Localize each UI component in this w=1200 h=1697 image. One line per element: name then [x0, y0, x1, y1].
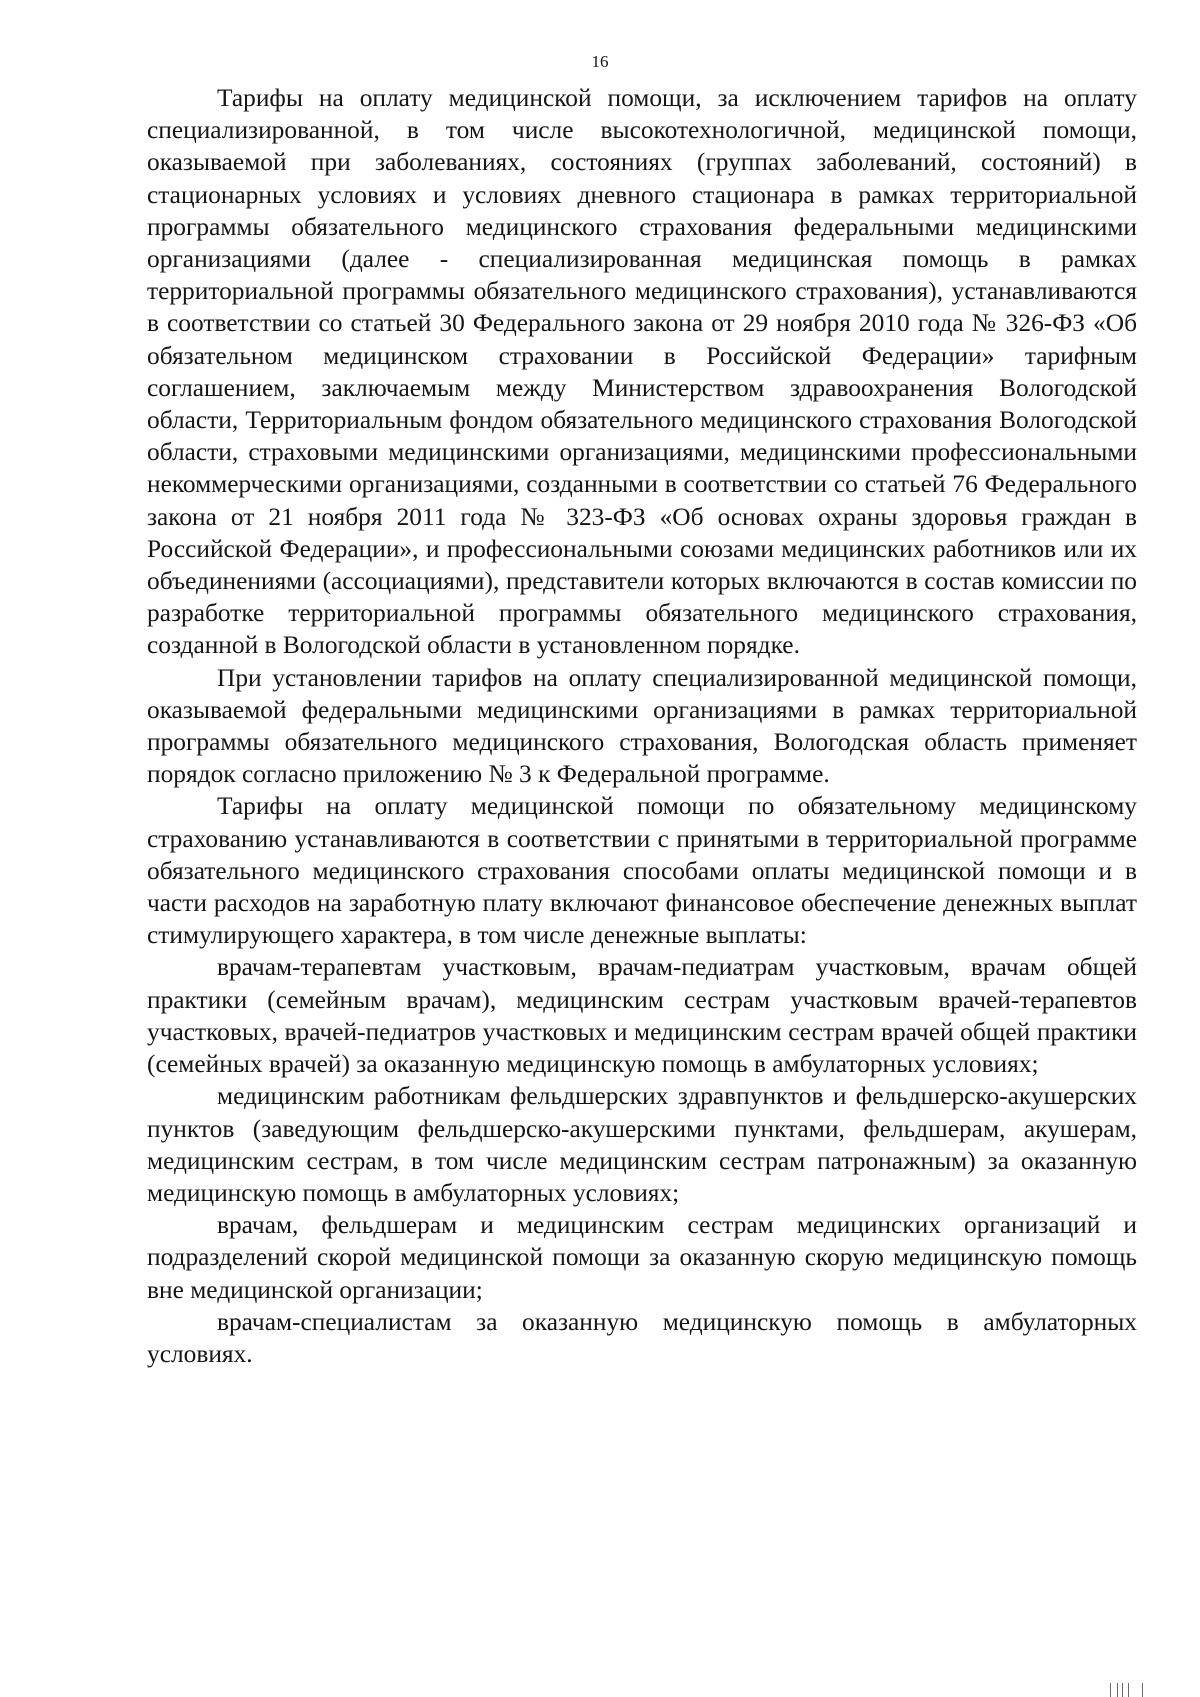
- document-body: [147, 82, 1137, 1370]
- paragraph-payment-methods: Тарифы на оплату медицинской помощи по обязательному медицинскому страхованию устанавливаются в соответствии с принятыми в территориальной программе обязательного медицинского страхования способами оплаты медицинской помощи и в части расходов на заработную плату включают финансовое обеспечение денежных выплат стимулирующего характера, в том числе денежные выплаты:: [147, 792, 1137, 950]
- scan-artifact-marks: [1110, 1683, 1150, 1697]
- list-item-specialists: врачам-специалистам за оказанную медицинскую помощь в амбулаторных условиях.: [147, 1307, 1137, 1368]
- list-item-emergency-staff: врачам, фельдшерам и медицинским сестрам медицинских организаций и подразделений скорой медицинской помощи за оказанную скорую медицинскую помощь вне медицинской организации;: [147, 1211, 1137, 1304]
- page-number: 16: [591, 52, 609, 71]
- list-item-feldsher-points: медицинским работникам фельдшерских здравпунктов и фельдшерско-акушерских пунктов (заведующим фельдшерско-акушерскими пунктами, фельдшерам, акушерам, медицинским сестрам, в том числе медицинским сестрам патронажным) за оказанную медицинскую помощь в амбулаторных условиях;: [147, 1082, 1137, 1207]
- paragraph-tariffs-general: Тарифы на оплату медицинской помощи, за исключением тарифов на оплату специализированной, в том числе высокотехнологичной, медицинской помощи, оказываемой при заболеваниях, состояниях (группах заболеваний, состояний) в стационарных условиях и условиях дневного стационара в рамках территориальной программы обязательного медицинского страхования федеральными медицинскими организациями (далее - специализированная медицинская помощь в рамках территориальной программы обязательного медицинского страхования), устанавливаются в соответствии со статьей 30 Федерального закона от 29 ноября 2010 года № 326-ФЗ «Об обязательном медицинском страховании в Российской Федерации» тарифным соглашением, заключаемым между Министерством здравоохранения Вологодской области, Территориальным фондом обязательного медицинского страхования Вологодской области, страховыми медицинскими организациями, медицинскими профессиональными некоммерческими организациями, созданными в соответствии со статьей 76 Федерального закона от 21 ноября 2011 года № 323-ФЗ «Об основах охраны здоровья граждан в Российской Федерации», и профессиональными союзами медицинских работников или их объединениями (ассоциациями), представители которых включаются в состав комиссии по разработке территориальной программы обязательного медицинского страхования, созданной в Вологодской области в установленном порядке.: [147, 84, 1137, 660]
- paragraph-federal-organizations: При установлении тарифов на оплату специализированной медицинской помощи, оказываемой федеральными медицинскими организациями в рамках территориальной программы обязательного медицинского страхования, Вологодская область применяет порядок согласно приложению № 3 к Федеральной программе.: [147, 663, 1137, 789]
- list-item-district-doctors: врачам-терапевтам участковым, врачам-педиатрам участковым, врачам общей практики (семейным врачам), медицинским сестрам участковым врачей-терапевтов участковых, врачей-педиатров участковых и медицинским сестрам врачей общей практики (семейных врачей) за оказанную медицинскую помощь в амбулаторных условиях;: [147, 953, 1137, 1079]
